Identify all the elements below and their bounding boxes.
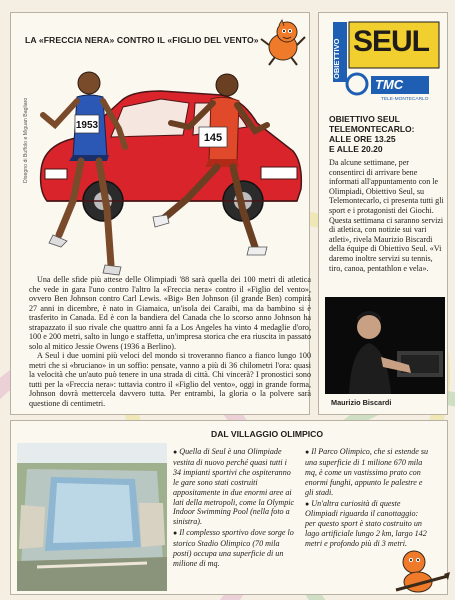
logo-sub: TELE-MONTECARLO <box>381 97 429 102</box>
side-heading <box>329 114 447 154</box>
bullet-icon: ● <box>173 529 178 538</box>
village-column-2 <box>305 447 429 550</box>
article-title: LA «FRECCIA NERA» CONTRO IL «FIGLIO DEL VENTO» <box>25 35 259 45</box>
maurizio-biscardi-photo <box>325 297 445 394</box>
village-text: Un'altra curiosità di queste Olimpiadi riguarda il canottaggio: per questo sport è stato costruito un lago artificiale lungo 2 km, largo 142 metri e profondo più di 3 metri. <box>305 498 427 549</box>
side-heading-line: E ALLE 20.20 <box>329 144 383 154</box>
village-text: Quella di Seul è una Olimpiade vestita di nuovo perché quasi tutti i 34 impianti sportivi che ospiteranno le gare sono stati costruiti appositamente in due enormi aree ai lati della metropoli, come la Olympic Indoor Swimming Pool (nella foto a sinistra). <box>173 447 295 527</box>
village-paragraph <box>305 499 429 550</box>
illustration-credit: Disegno di Buffolo e Miguan Bagliaro <box>23 97 29 183</box>
olympic-village-section <box>10 420 448 595</box>
side-heading-line: TELEMONTECARLO: <box>329 124 415 134</box>
village-text: Il complesso sportivo dove sorge lo storico Stadio Olimpico (70 mila posti) occupa una superficie di un milione di mq. <box>173 528 294 568</box>
tiger-rowing-mascot-icon <box>392 546 450 598</box>
village-paragraph <box>173 528 296 569</box>
runner1-bib: 1953 <box>75 120 99 131</box>
side-heading-line: OBIETTIVO SEUL <box>329 114 400 124</box>
bullet-icon: ● <box>173 448 178 456</box>
section-title: DAL VILLAGGIO OLIMPICO <box>211 429 324 439</box>
logo-tmc: TMC <box>375 77 404 92</box>
logo-vertical-text: OBIETTIVO <box>332 38 341 79</box>
runners-car-illustration <box>11 51 311 283</box>
village-column-1 <box>173 447 296 570</box>
aerial-stadium-photo <box>17 443 167 591</box>
main-article <box>10 12 310 415</box>
bullet-icon: ● <box>305 499 310 508</box>
tv-sidebar <box>318 12 448 415</box>
side-body: Da alcune settimane, per consentirci di arrivare bene informati all'appuntamento con le Olimpiadi, Obiettivo Seul, su Telemontecarlo, ci presenta tutti gli sport e i protagonisti dei Giochi. Questa settimana ci saranno servizi di atletica, con notizie sui vari atleti», rivela Maurizio Biscardi della équipe di Obiettivo Seul. «Vi daremo inoltre servizi su tennis, tiro, canoa, pentathlon e vela». <box>329 158 444 273</box>
runner2-bib: 145 <box>203 132 223 144</box>
village-paragraph <box>173 447 296 527</box>
article-paragraph-2: A Seul i due uomini più veloci del mondo si troveranno fianco a fianco lungo 100 metri che si «bruciano» in un soffio: pensate, vanno a più di 36 chilometri l'ora: quasi la velocità che un'auto può tenere in una strada di città. Chi vincerà? I pronostici sono tutti per la «Freccia nera»: tuttavia contro il «Figlio del vento», oggi in grande forma, Johnson dovrà mettercela davvero tutta. Per entrambi, la gloria o la polvere sarà questione di centimetri. <box>29 351 311 408</box>
bullet-icon: ● <box>305 448 310 456</box>
article-body <box>29 275 311 408</box>
side-heading-line: ALLE ORE 13.25 <box>329 134 396 144</box>
article-paragraph-1: Una delle sfide più attese delle Olimpiadi '88 sarà quella dei 100 metri di atletica che vede in gara l'uno contro l'altro la «Freccia nera» contro il «Figlio del vento», ovvero Ben Johnson contro Carl Lewis. «Big» Ben Johnson (il grande Ben) compirà 27 anni in dicembre, è nato in Giamaica, un'isola dei Caraibi, ma da bambino si è trasferito in Canada. Ed è con la bandiera del Canada che lo scorso anno Johnson ha strapazzato il suo rivale che quattro anni fa a Los Angeles ha vinto 4 medaglie d'oro, 100 e 200 metri, salto in lungo e staffetta, un'impresa storica che era riuscita in passato solo al mitico Jessie Owens (1936 a Berlino). <box>29 275 311 351</box>
village-paragraph <box>305 447 429 498</box>
village-text: Il Parco Olimpico, che si estende su una superficie di 1 milione 670 mila mq, è come un vastissimo prato con enormi funghi, appunto le palestre e gli stadi. <box>305 447 429 497</box>
photo-caption: Maurizio Biscardi <box>331 398 392 407</box>
logo-word: SEUL <box>353 25 430 58</box>
